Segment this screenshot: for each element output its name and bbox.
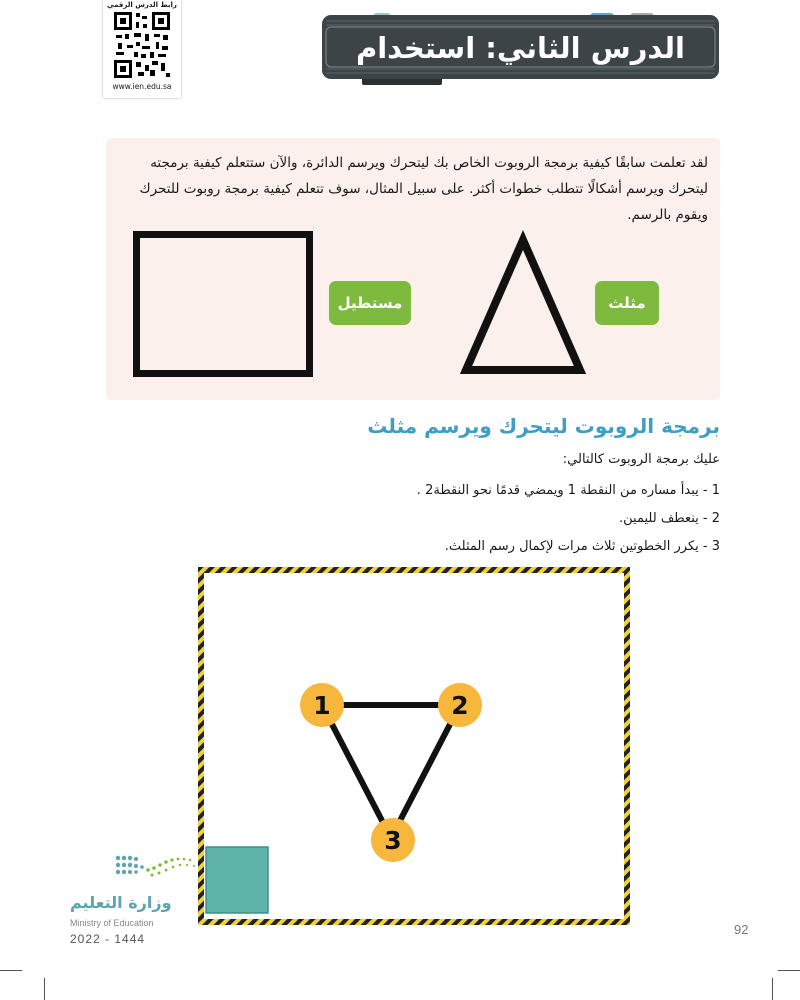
ministry-name-english: Ministry of Education — [70, 918, 154, 928]
instruction-intro: عليك برمجة الروبوت كالتالي: — [562, 452, 720, 467]
qr-label: رابط الدرس الرقمي — [107, 1, 177, 9]
step-item: 1 - يبدأ مساره من النقطة 1 ويمضي قدمًا نحو النقطة2 . — [416, 483, 720, 498]
robot-block — [206, 847, 268, 913]
qr-url[interactable]: www.ien.edu.sa — [112, 82, 172, 91]
point-1-label: 1 — [313, 691, 331, 720]
crop-mark — [778, 970, 800, 971]
edition-year: 2022 - 1444 — [70, 932, 146, 946]
triangle-shape — [458, 230, 588, 376]
step-item: 2 - ينعطف لليمين. — [619, 511, 720, 526]
ministry-logo-icon — [112, 850, 202, 890]
rectangle-label: مستطيل — [329, 281, 411, 325]
point-3 — [371, 818, 415, 862]
crop-mark — [772, 978, 773, 1000]
section-heading: برمجة الروبوت ليتحرك ويرسم مثلث — [367, 414, 720, 438]
qr-code-icon[interactable] — [112, 10, 172, 80]
point-2-label: 2 — [451, 691, 469, 720]
rectangle-shape — [133, 231, 313, 377]
page-number: 92 — [734, 922, 749, 937]
crop-mark — [0, 970, 22, 971]
robot-arena-diagram — [198, 567, 630, 925]
intro-paragraph: لقد تعلمت سابقًا كيفية برمجة الروبوت الخاص بك ليتحرك ويرسم الدائرة، والآن ستتعلم كيفية برمجته ليتحرك ويرسم أشكالًا تتطلب خطوات أكثر. على سبيل المثال، سوف تتعلم كيفية برمجة روبوت للتحرك ويقوم بالرسم. — [139, 155, 708, 223]
step-item: 3 - يكرر الخطوتين ثلاث مرات لإكمال رسم المثلث. — [444, 539, 720, 554]
point-2 — [438, 683, 482, 727]
qr-code-card[interactable] — [103, 0, 181, 98]
point-3-label: 3 — [384, 826, 402, 855]
page-title: الدرس الثاني: استخدام التكرارات — [355, 31, 685, 113]
ministry-name-arabic: وزارة التعليم — [70, 893, 172, 912]
point-1 — [300, 683, 344, 727]
triangle-label: مثلث — [595, 281, 659, 325]
crop-mark — [44, 978, 45, 1000]
